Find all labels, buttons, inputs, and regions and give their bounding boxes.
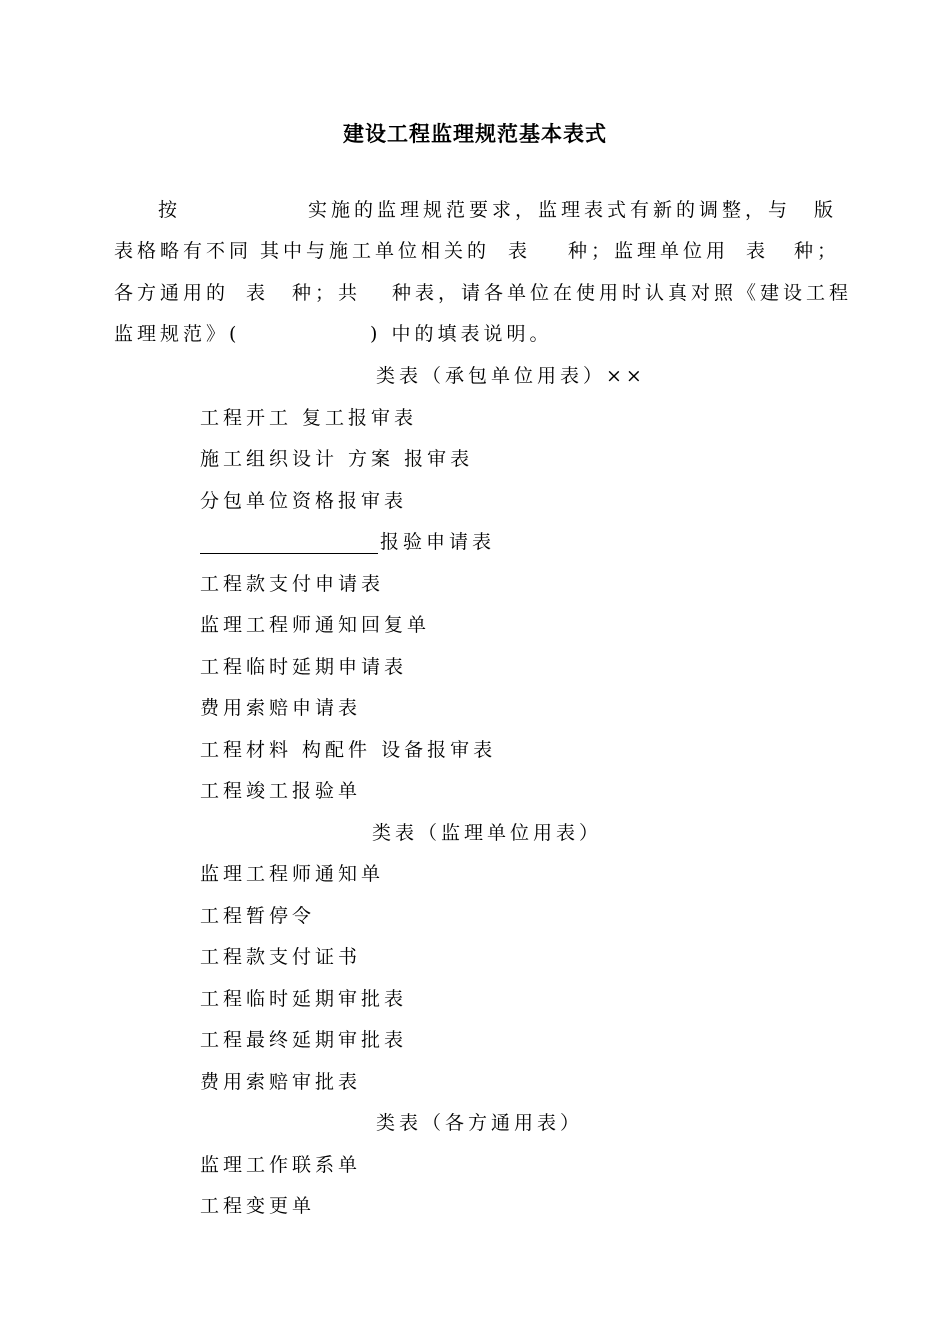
intro-text: 实施的监理规范要求，监理表式有新的调整，与 (308, 199, 792, 221)
list-item: 监理工程师通知单 (200, 863, 385, 885)
intro-text: 种表，请各单位在使用时认真对照《建设工程 (392, 282, 853, 304)
list-item: 施工组织设计 方案 报审表 (200, 448, 474, 470)
blank-underline (200, 553, 378, 554)
intro-text: 种；共 (292, 282, 362, 304)
intro-text: 各方通用的 (114, 282, 230, 304)
list-item: 工程款支付证书 (200, 946, 362, 968)
intro-text: 版 (814, 199, 838, 221)
section-heading: 类表（承包单位用表）×× (376, 365, 646, 387)
list-item: 报验申请表 (380, 531, 496, 553)
intro-text: 种； (794, 240, 841, 262)
list-item: 工程开工 复工报审表 (200, 407, 418, 429)
list-item: 工程款支付申请表 (200, 573, 385, 595)
section-heading: 类表（各方通用表） (376, 1112, 584, 1134)
list-item: 费用索赔审批表 (200, 1071, 362, 1093)
intro-text: 种；监理单位用 (568, 240, 730, 262)
intro-text: 表格略有不同 (114, 240, 253, 262)
list-item: 工程临时延期申请表 (200, 656, 408, 678)
list-item: 监理工程师通知回复单 (200, 614, 431, 636)
intro-text: 其中与施工单位相关的 (260, 240, 491, 262)
list-item: 工程材料 构配件 设备报审表 (200, 739, 497, 761)
list-item: 工程临时延期审批表 (200, 988, 408, 1010)
list-item: 工程暂停令 (200, 905, 316, 927)
list-item: 监理工作联系单 (200, 1154, 362, 1176)
list-item: 费用索赔申请表 (200, 697, 362, 719)
list-item: 工程最终延期审批表 (200, 1029, 408, 1051)
section-heading: 类表（监理单位用表） (372, 822, 603, 844)
intro-text: 按 (158, 199, 182, 221)
list-item: 分包单位资格报审表 (200, 490, 408, 512)
list-item: 工程变更单 (200, 1195, 316, 1217)
intro-text: 表 (746, 240, 770, 262)
page-title: 建设工程监理规范基本表式 (343, 121, 607, 146)
intro-text: 监理规范》( (114, 323, 241, 345)
intro-text: 表 (508, 240, 532, 262)
intro-text: ) 中的填表说明。 (370, 323, 553, 345)
list-item: 工程竣工报验单 (200, 780, 362, 802)
intro-text: 表 (246, 282, 270, 304)
